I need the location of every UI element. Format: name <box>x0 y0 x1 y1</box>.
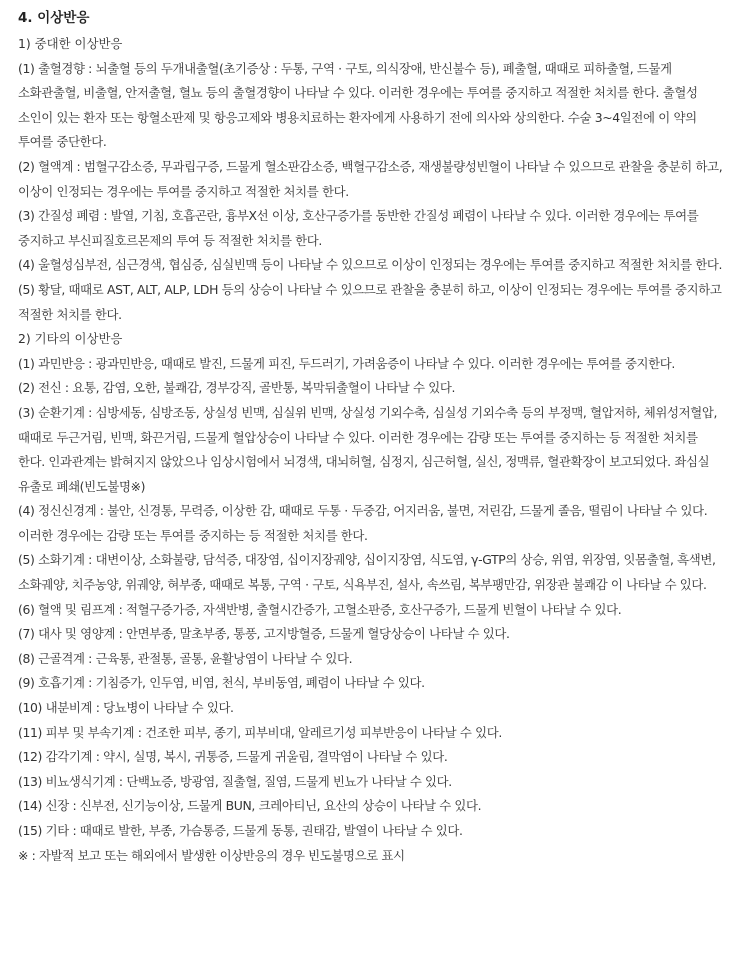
other-reaction-item: (11) 피부 및 부속기계 : 건조한 피부, 종기, 피부비대, 알레르기성 피부반응이 나타날 수 있다. <box>18 724 502 740</box>
other-reaction-item: (8) 근골격계 : 근육통, 관절통, 골통, 윤활낭염이 나타날 수 있다. <box>18 650 353 666</box>
other-reaction-item: (7) 대사 및 영양계 : 안면부종, 말초부종, 통풍, 고지방혈증, 드물게 혈당상승이 나타날 수 있다. <box>18 626 510 642</box>
other-reaction-item: (4) 정신신경계 : 불안, 신경통, 무력증, 이상한 감, 때때로 두통 · 두중감, 어지러움, 불면, 저린감, 드물게 졸음, 떨림이 나타날 수 있다. 이러한 경우에는 감량 또는 투여를 중지하는 등 적절한 처치를 한다. <box>18 503 708 543</box>
other-reaction-item: (2) 전신 : 요통, 감염, 오한, 불쾌감, 경부강직, 골반통, 복막뒤출혈이 나타날 수 있다. <box>18 380 456 396</box>
other-reaction-item: (10) 내분비계 : 당뇨병이 나타날 수 있다. <box>18 700 234 716</box>
other-reaction-item: (3) 순환기계 : 심방세동, 심방조동, 상실성 빈맥, 심실위 빈맥, 상실성 기외수축, 심실성 기외수축 등의 부정맥, 혈압저하, 체위성저혈압, 때때로 두근거림, 빈맥, 화끈거림, 드물게 혈압상승이 나타날 수 있다. 이러한 경우에는 감량 또는 투여를 중지하는 등 적절한 처치를 한다. 인과관계는 밝혀지지 않았으나 임상시험에서 뇌경색, 대뇌허혈, 심정지, 심근허혈, 실신, 정맥류, 혈관확장이 보고되었다. 좌심실 유출로 폐쇄(빈도불명※) <box>18 404 718 494</box>
other-reaction-item: (12) 감각기계 : 약시, 실명, 복시, 귀통증, 드물게 귀울림, 결막염이 나타날 수 있다. <box>18 749 448 765</box>
other-reaction-item: (1) 과민반응 : 광과민반응, 때때로 발진, 드물게 피진, 두드러기, 가려움증이 나타날 수 있다. 이러한 경우에는 투여를 중지한다. <box>18 355 676 371</box>
other-reaction-item: (13) 비뇨생식기계 : 단백뇨증, 방광염, 질출혈, 질염, 드물게 빈뇨가 나타날 수 있다. <box>18 773 452 789</box>
serious-reaction-item: (3) 간질성 폐렴 : 발열, 기침, 호흡곤란, 흉부X선 이상, 호산구증가를 동반한 간질성 폐렴이 나타날 수 있다. 이러한 경우에는 투여를 중지하고 부신피질호르몬제의 투여 등 적절한 처치를 한다. <box>18 208 699 248</box>
serious-reaction-item: (1) 출혈경향 : 뇌출혈 등의 두개내출혈(초기증상 : 두통, 구역 · 구토, 의식장애, 반신불수 등), 폐출혈, 때때로 피하출혈, 드물게 소화관출혈, 비출혈, 안저출혈, 혈뇨 등의 출혈경향이 나타날 수 있다. 이러한 경우에는 투여를 중지하고 적절한 처치를 한다. 출혈성 소인이 있는 환자 또는 항혈소판제 및 항응고제와 병용치료하는 환자에게 사용하기 전에 의사와 상의한다. 수술 3~4일전에 이 약의 투여를 중단한다. <box>18 60 698 150</box>
serious-reactions-heading: 1) 중대한 이상반응 <box>18 36 123 51</box>
serious-reaction-item: (2) 혈액계 : 범혈구감소증, 무과립구증, 드물게 혈소판감소증, 백혈구감소증, 재생불량성빈혈이 나타날 수 있으므로 관찰을 충분히 하고, 이상이 인정되는 경우에는 투여를 중지하고 적절한 처치를 한다. <box>18 158 723 199</box>
serious-reaction-item: (5) 황달, 때때로 AST, ALT, ALP, LDH 등의 상승이 나타날 수 있으므로 관찰을 충분히 하고, 이상이 인정되는 경우에는 투여를 중지하고 적절한 처치를 한다. <box>18 281 722 322</box>
other-reaction-item: (5) 소화기계 : 대변이상, 소화불량, 담석증, 대장염, 십이지장궤양, 십이지장염, 식도염, γ-GTP의 상승, 위염, 위장염, 잇몸출혈, 흑색변, 소화궤양, 치주농양, 위궤양, 혀부종, 때때로 복통, 구역 · 구토, 식욕부진, 설사, 속쓰림, 복부팽만감, 위장관 불쾌감 이 나타날 수 있다. <box>18 552 716 593</box>
section-title: 4. 이상반응 <box>18 10 90 26</box>
other-reaction-item: (15) 기타 : 때때로 발한, 부종, 가슴통증, 드물게 동통, 권태감, 발열이 나타날 수 있다. <box>18 823 463 838</box>
other-reactions-heading: 2) 기타의 이상반응 <box>18 331 123 347</box>
other-reaction-item: (14) 신장 : 신부전, 신기능이상, 드물게 BUN, 크레아티닌, 요산의 상승이 나타날 수 있다. <box>18 798 482 814</box>
footnote: ※ : 자발적 보고 또는 해외에서 발생한 이상반응의 경우 빈도불명으로 표시 <box>18 847 405 863</box>
other-reaction-item: (9) 호흡기계 : 기침증가, 인두염, 비염, 천식, 부비동염, 폐렴이 나타날 수 있다. <box>18 675 425 691</box>
serious-reaction-item: (4) 울혈성심부전, 심근경색, 협심증, 심실빈맥 등이 나타날 수 있으므로 이상이 인정되는 경우에는 투여를 중지하고 적절한 처치를 한다. <box>18 257 723 273</box>
other-reaction-item: (6) 혈액 및 림프계 : 적혈구증가증, 자색반병, 출혈시간증가, 고혈소판증, 호산구증가, 드물게 빈혈이 나타날 수 있다. <box>18 601 622 617</box>
